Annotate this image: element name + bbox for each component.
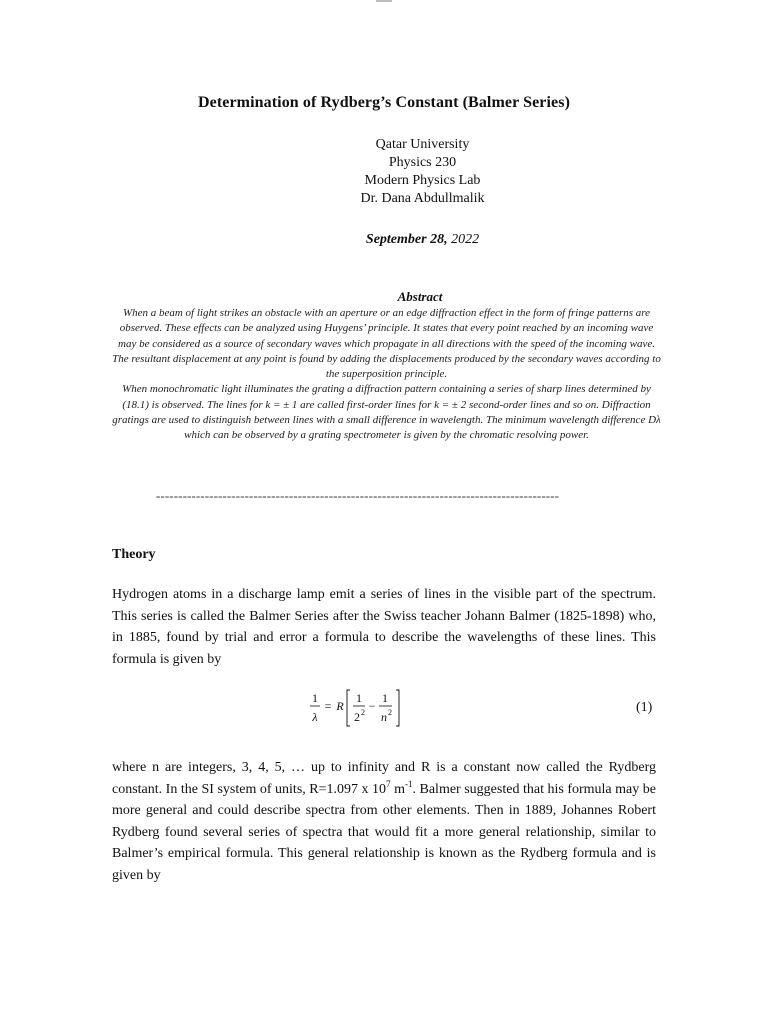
paragraph-text: m [390,781,405,797]
abstract-body [110,306,663,444]
exponent: 7 [386,778,391,789]
formula-lhs-denominator: λ [312,710,318,724]
formula-term1-numerator: 1 [356,691,362,705]
formula-term1-denominator: 2 [354,710,360,724]
page-top-mark [376,0,392,2]
paragraph-text: where n are integers, 3, 4, 5, … up to infinity and R is a constant now called the Rydberg constant. In the SI system of units, R=1.097 x 10 [112,760,656,797]
formula-term1-exponent: 2 [361,708,365,717]
document-title: Determination of Rydberg’s Constant (Balmer Series) [197,94,571,111]
equation-number: (1) [636,700,653,715]
affiliation-line: Qatar University [375,137,470,152]
document-date [0,232,768,248]
theory-paragraph: Hydrogen atoms in a discharge lamp emit a series of lines in the visible part of the spectrum. This series is called the Balmer Series after the Swiss teacher Johann Balmer (1825-1898) who, in 1885, found by trial and error a formula to describe the wavelengths of these lines. This formula is given by [112,587,656,667]
theory-heading: Theory [112,547,156,562]
abstract-heading: Abstract [397,289,443,304]
date-day: September 28, [365,232,448,247]
balmer-formula [308,688,418,728]
date-year: 2022 [447,232,480,247]
formula-equals: = [324,699,332,713]
abstract-paragraph: When a beam of light strikes an obstacle with an aperture or an edge diffraction effect in the form of fringe patterns are observed. These effects can be analyzed using Huygens’ principle. It states that every point reached by an incoming wave may be considered as a source of secondary waves which propagate in all directions with the speed of the incoming wave. The resultant displacement at any point is found by adding the displacements produced by the secondary waves according to the superposition principle. [112,307,661,381]
theory-paragraph [112,757,656,887]
separator-line: ------------------------------------------------------------------------------------------- [156,488,560,503]
affiliation-line: Modern Physics Lab [364,173,481,188]
affiliation-line: Physics 230 [388,155,457,170]
formula-term2-numerator: 1 [382,691,388,705]
abstract-paragraph: When monochromatic light illuminates the grating a diffraction pattern containing a series of sharp lines determined by (18.1) is observed. The lines for k = ± 1 are called first-order lines for k = ± 2 second-order lines and so on. Diffraction gratings are used to distinguish between lines with a small difference in wavelength. The minimum wavelength difference Dλ which can be observed by a grating spectrometer is given by the chromatic resolving power. [112,383,661,442]
paragraph-text: . Balmer suggested that his formula may be more general and could describe spectra from other elements. Then in 1889, Johannes Robert Rydberg found several series of spectra that would fit a more general relationship, similar to Balmer’s empirical formula. This general relationship is known as the Rydberg formula and is given by [112,781,657,883]
formula-minus: − [368,699,376,713]
exponent: -1 [404,778,413,789]
formula-term2-denominator: n [381,710,387,724]
affiliation-line: Dr. Dana Abdullmalik [360,191,485,206]
formula-lhs-numerator: 1 [312,691,318,705]
affiliation-block [0,136,768,208]
formula-constant: R [336,699,344,713]
formula-term2-exponent: 2 [388,708,392,717]
